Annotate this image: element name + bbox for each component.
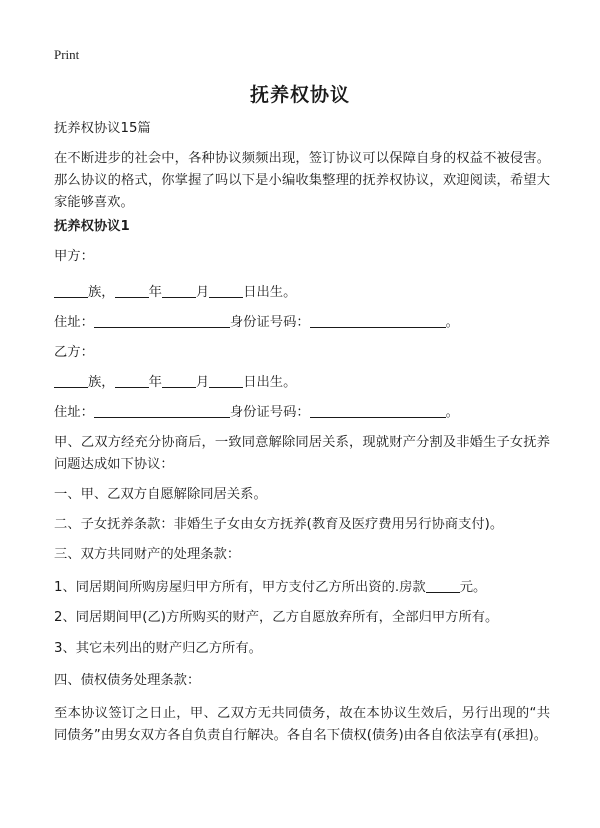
party-b-birth-line: 族， 年 月 日出生。 [54, 372, 296, 394]
clause-1: 一、甲、乙双方自愿解除同居关系。 [54, 487, 267, 502]
ethnicity-blank [54, 283, 88, 298]
clause-3-item-3: 3、其它未列出的财产归乙方所有。 [54, 641, 262, 656]
month-blank [162, 283, 196, 298]
agreement-intro: 甲、乙双方经充分协商后，一致同意解除同居关系，现就财产分割及非婚生子女抚养问题达成如下协议： [54, 435, 550, 472]
party-a-birth-line: 族， 年 月 日出生。 [54, 282, 296, 304]
section-heading: 抚养权协议1 [54, 219, 130, 234]
clause-3-item-1: 1、同居期间所购房屋归甲方所有，甲方支付乙方所出资的.房款 元。 [54, 580, 487, 595]
clause-3-item-2: 2、同居期间甲(乙)方所购买的财产，乙方自愿放弃所有，全部归甲方所有。 [54, 610, 499, 625]
id-number-blank [310, 313, 446, 328]
document-subtitle: 抚养权协议15篇 [54, 121, 151, 136]
party-a-label: 甲方： [54, 249, 94, 264]
day-blank [209, 283, 243, 298]
party-b-address-line: 住址： 身份证号码： 。 [54, 405, 459, 420]
party-b-label: 乙方： [54, 345, 94, 360]
ethnicity-blank [54, 373, 88, 388]
final-paragraph: 至本协议签订之日止，甲、乙双方无共同债务，故在本协议生效后，另行出现的“共同债务”由男女双方各自负责自行解决。各自名下债权(债务)由各自依法享有(承担)。 [54, 706, 550, 743]
clause-3: 三、双方共同财产的处理条款： [54, 547, 241, 562]
party-a-address-line: 住址： 身份证号码： 。 [54, 315, 459, 330]
clause-2: 二、子女抚养条款：非婚生子女由女方抚养(教育及医疗费用另行协商支付)。 [54, 517, 504, 532]
clause-4: 四、债权债务处理条款： [54, 673, 201, 688]
intro-paragraph: 在不断进步的社会中，各种协议频频出现，签订协议可以保障自身的权益不被侵害。那么协议的格式，你掌握了吗以下是小编收集整理的抚养权协议，欢迎阅读，希望大家能够喜欢。 [54, 151, 550, 210]
address-blank [94, 313, 230, 328]
print-link[interactable]: Print [54, 47, 80, 62]
year-blank [115, 283, 149, 298]
day-blank [209, 373, 243, 388]
amount-blank [426, 578, 460, 593]
id-number-blank [310, 403, 446, 418]
document-title: 抚养权协议 [249, 84, 350, 106]
month-blank [162, 373, 196, 388]
address-blank [94, 403, 230, 418]
year-blank [115, 373, 149, 388]
